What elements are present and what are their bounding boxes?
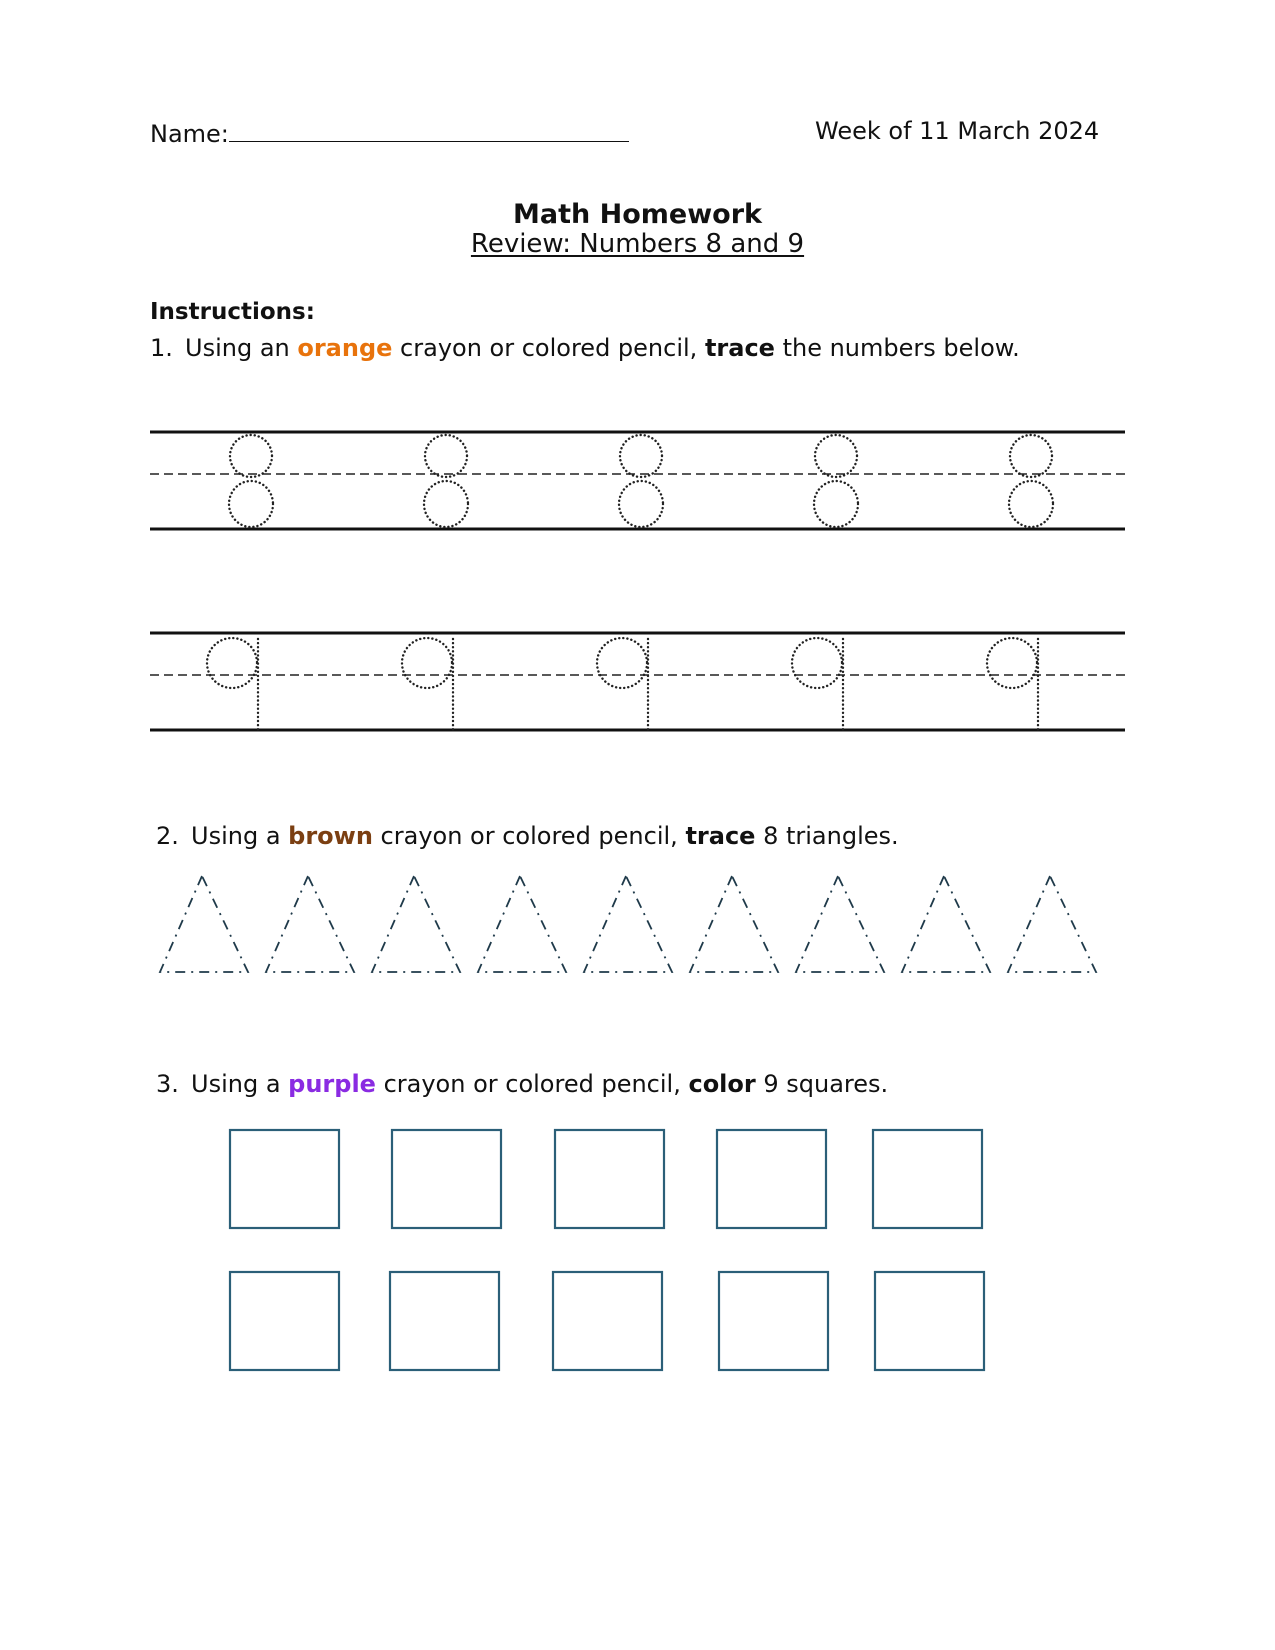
dotted-digit-9 (207, 638, 258, 730)
step-text: Using an (185, 334, 298, 362)
dashed-triangle[interactable] (796, 876, 884, 972)
dotted-digit-8 (814, 435, 858, 527)
color-square[interactable] (875, 1272, 984, 1370)
color-square[interactable] (553, 1272, 662, 1370)
step-number: 1. (150, 334, 173, 362)
squares-coloring-area (230, 1130, 984, 1370)
color-square[interactable] (873, 1130, 982, 1228)
dashed-triangle[interactable] (160, 876, 248, 972)
tracing-row-8[interactable] (150, 432, 1125, 529)
dashed-triangle[interactable] (372, 876, 460, 972)
dotted-digit-8 (619, 435, 663, 527)
dashed-triangle[interactable] (478, 876, 566, 972)
triangle-tracing-area (160, 876, 1096, 972)
dotted-digit-9 (597, 638, 648, 730)
dotted-digit-9 (792, 638, 843, 730)
dotted-digit-9 (987, 638, 1038, 730)
dashed-triangle[interactable] (266, 876, 354, 972)
color-square[interactable] (717, 1130, 826, 1228)
action-word: trace (704, 334, 775, 362)
color-square[interactable] (555, 1130, 664, 1228)
step-text: crayon or colored pencil, (375, 1070, 689, 1098)
tracing-rows (150, 432, 1125, 730)
instructions-heading: Instructions: (150, 299, 315, 325)
dashed-triangle[interactable] (1008, 876, 1096, 972)
dotted-digit-9 (402, 638, 453, 730)
tracing-row-9[interactable] (150, 633, 1125, 730)
action-word: trace (685, 822, 756, 850)
week-label: Week of 11 March 2024 (815, 117, 1100, 145)
dotted-digit-8 (1009, 435, 1053, 527)
color-word-purple: purple (288, 1070, 376, 1098)
dashed-triangle[interactable] (690, 876, 778, 972)
step-text: 9 squares. (755, 1070, 889, 1098)
step-text: the numbers below. (774, 334, 1020, 362)
page-title: Math Homework (513, 199, 762, 230)
subtitle-text: Review: Numbers 8 and 9 (470, 229, 805, 259)
step-text: 8 triangles. (755, 822, 899, 850)
step-text: crayon or colored pencil, (392, 334, 705, 362)
action-word: color (688, 1070, 756, 1098)
step-text: crayon or colored pencil, (372, 822, 686, 850)
color-square[interactable] (390, 1272, 499, 1370)
dotted-digit-8 (229, 435, 273, 527)
dotted-digit-8 (424, 435, 468, 527)
name-label: Name: (150, 120, 229, 148)
step-text: Using a (191, 822, 289, 850)
color-square[interactable] (230, 1130, 339, 1228)
dashed-triangle[interactable] (902, 876, 990, 972)
step-number: 2. (156, 822, 179, 850)
step-number: 3. (156, 1070, 179, 1098)
color-square[interactable] (230, 1272, 339, 1370)
color-word-brown: brown (288, 822, 373, 850)
dashed-triangle[interactable] (584, 876, 672, 972)
color-square[interactable] (392, 1130, 501, 1228)
step-text: Using a (191, 1070, 289, 1098)
color-word-orange: orange (297, 334, 393, 362)
color-square[interactable] (719, 1272, 828, 1370)
